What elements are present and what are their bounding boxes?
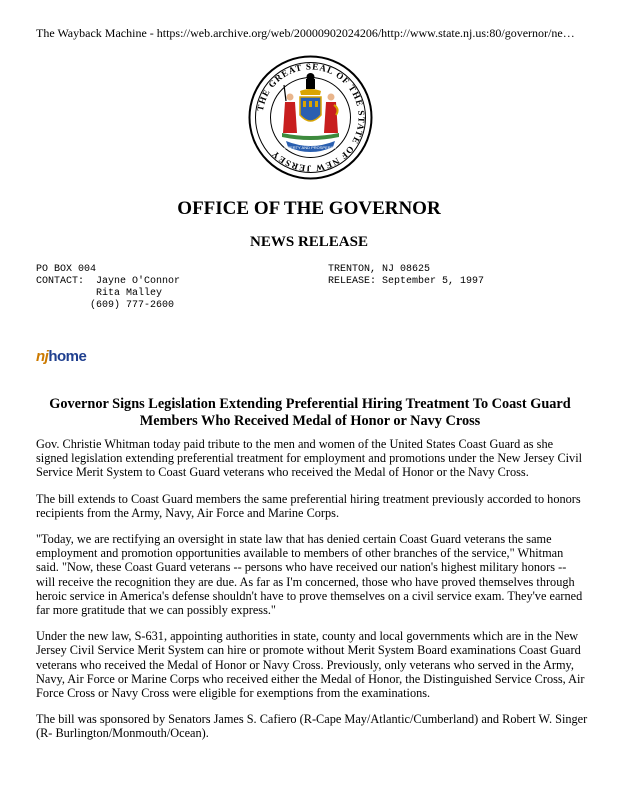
paragraph: The bill extends to Coast Guard members the same preferential hiring treatment previously accorded to honors recipients from the Army, Navy, Air Force and Marine Corps. <box>36 491 581 520</box>
paragraph: "Today, we are rectifying an oversight in state law that has denied certain Coast Guard veterans the same employment and promotion opportunities available to members of other branches of the service," Whitman said. "Now, these Coast Guard veterans -- persons who have received our nation's highest military honors -- will receive the recognition they are due. As far as I'm concerned, those who have proved themselves through heroic service in America's defense shouldn't have to prove themselves on a civil service exam. They've earned far more gratitude that we can possibly express." <box>36 532 583 618</box>
paragraph: Gov. Christie Whitman today paid tribute to the men and women of the United States Coast Guard as she signed legislation extending preferential treatment for employment and promotions under the New Jersey Civil Service Merit System to Coast Guard veterans who received the Medal of Honor or the Navy Cross. <box>36 437 583 480</box>
nj-state-seal-icon <box>248 55 373 180</box>
seal-ring-text: THE GREAT SEAL OF THE STATE OF NEW JERSEY <box>254 61 367 174</box>
press-headline: Governor Signs Legislation Extending Preferential Hiring Treatment To Coast Guard Members Who Received Medal of Honor or Navy Cross <box>49 396 571 429</box>
home-logo-text: home <box>48 348 87 365</box>
press-body <box>36 437 588 753</box>
paragraph: Under the new law, S-631, appointing authorities in state, county and local governments which are in the New Jersey Civil Service Merit System can hire or promote without Merit System Board examinations Coast Guard veterans who received the Medal of Honor or Navy Cross. Previously, only veterans who served in the Army, Navy, Air Force or Marine Corps who received either the Medal of Honor, the Distinguished Service Cross, Air Force Cross or Navy Cross were eligible for exemptions from the examinations. <box>36 629 585 701</box>
wayback-header: The Wayback Machine - https://web.archive.org/web/20000902024206/http://www.state.nj.us:80/governor/ne… <box>36 26 575 40</box>
news-release-label: NEWS RELEASE <box>250 234 368 250</box>
nj-home-link[interactable] <box>36 348 86 365</box>
seal-banner-text: LIBERTY AND PROSPERITY <box>284 145 337 150</box>
nj-logo-text: nj <box>36 348 49 365</box>
release-block: TRENTON, NJ 08625 RELEASE: September 5, 1997 <box>328 264 485 287</box>
paragraph: The bill was sponsored by Senators James S. Cafiero (R-Cape May/Atlantic/Cumberland) and Robert W. Singer (R- Burlington/Monmouth/Ocean). <box>36 712 588 741</box>
contact-block: PO BOX 004 CONTACT: Jayne O'Connor Rita Malley (609) 777-2600 <box>36 264 181 311</box>
office-title: OFFICE OF THE GOVERNOR <box>177 198 441 219</box>
